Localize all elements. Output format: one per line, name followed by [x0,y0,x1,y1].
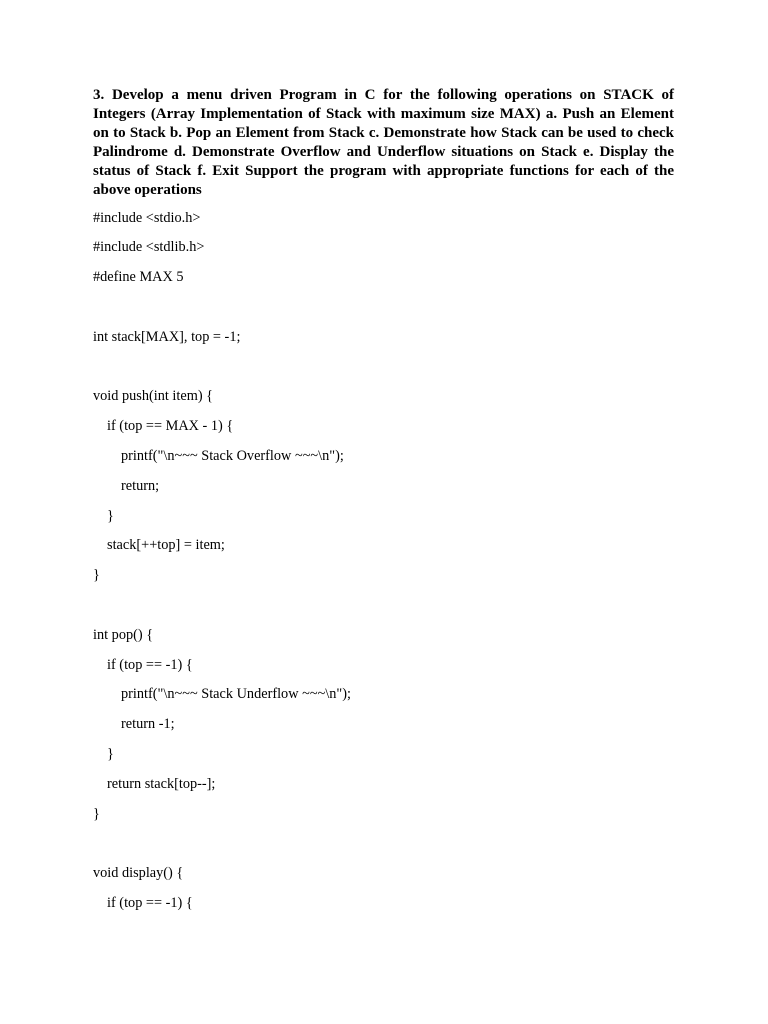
code-line: } [93,805,100,822]
code-line: return stack[top--]; [107,775,216,792]
code-line-blank [93,299,674,329]
code-line: printf("\n~~~ Stack Underflow ~~~\n"); [121,686,351,703]
code-line: if (top == -1) { [107,656,193,673]
code-line: } [107,745,114,762]
code-line-blank [93,597,674,627]
code-line: #include <stdio.h> [93,209,201,226]
code-line: int stack[MAX], top = -1; [93,328,241,345]
code-block [93,210,674,925]
question-heading: 3. Develop a menu driven Program in C for the following operations on STACK of Integers (Array Implementation of Stack with maximum size MAX) a. Push an Element on to Stack b. Pop an Element from Stack c. Demonstrate how Stack can be used to check Palindrome d. Demonstrate Overflow and Underflow situations on Stack e. Display the status of Stack f. Exit Support the program with appropriate functions for each of the above operations [93,87,674,199]
code-line: } [107,507,114,524]
code-line: return; [121,477,160,494]
code-line: int pop() { [93,626,154,643]
code-line: return -1; [121,716,175,733]
code-line: #include <stdlib.h> [93,239,205,256]
code-line: void push(int item) { [93,388,214,405]
code-line: if (top == MAX - 1) { [107,418,234,435]
code-line: if (top == -1) { [107,894,193,911]
document-page [93,86,674,925]
code-line: stack[++top] = item; [107,537,225,554]
code-line: #define MAX 5 [93,269,184,286]
code-line-blank [93,359,674,389]
code-line: void display() { [93,865,184,882]
code-line: } [93,567,100,584]
code-line: printf("\n~~~ Stack Overflow ~~~\n"); [121,447,344,464]
code-line-blank [93,835,674,865]
